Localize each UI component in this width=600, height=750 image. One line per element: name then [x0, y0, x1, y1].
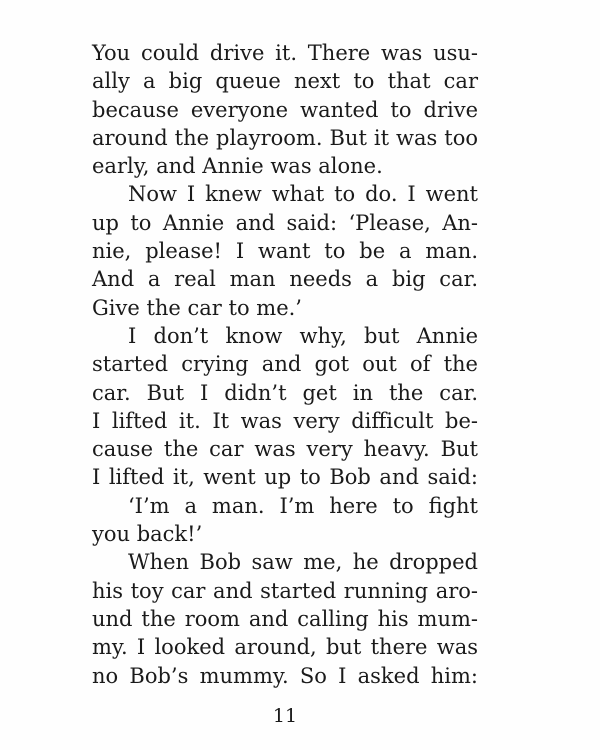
text-line: I don’t know why, but Annie — [128, 323, 478, 348]
text-line: Give the car to me.’ — [92, 295, 302, 320]
text-line: up to Annie and said: ‘Please, An- — [92, 210, 478, 235]
text-line: I lifted it, went up to Bob and said: — [92, 465, 478, 490]
text-line: ‘I’m a man. I’m here to fight — [128, 493, 478, 518]
text-line: because everyone wanted to drive — [92, 97, 478, 122]
text-line: started crying and got out of the — [92, 352, 478, 377]
text-line: his toy car and started running aro- — [92, 578, 478, 603]
text-line: car. But I didn’t get in the car. — [92, 380, 478, 405]
page-number: 11 — [272, 705, 298, 727]
text-line: you back!’ — [92, 522, 203, 547]
text-line: When Bob saw me, he dropped — [128, 550, 478, 575]
text-line: my. I looked around, but there was — [92, 635, 478, 660]
text-line: no Bob’s mummy. So I asked him: — [92, 663, 478, 688]
text-line: early, and Annie was alone. — [92, 154, 383, 179]
text-line: ally a big queue next to that car — [92, 69, 478, 94]
text-line: I lifted it. It was very difficult be- — [92, 408, 478, 433]
text-line: And a real man needs a big car. — [92, 267, 478, 292]
body-text — [92, 39, 478, 690]
text-line: und the room and calling his mum- — [92, 606, 478, 631]
text-line: Now I knew what to do. I went — [128, 182, 478, 207]
text-line: nie, please! I want to be a man. — [92, 239, 478, 264]
text-line: You could drive it. There was usu- — [92, 41, 478, 65]
text-line: around the playroom. But it was too — [92, 125, 478, 150]
text-line: cause the car was very heavy. But — [92, 437, 478, 462]
